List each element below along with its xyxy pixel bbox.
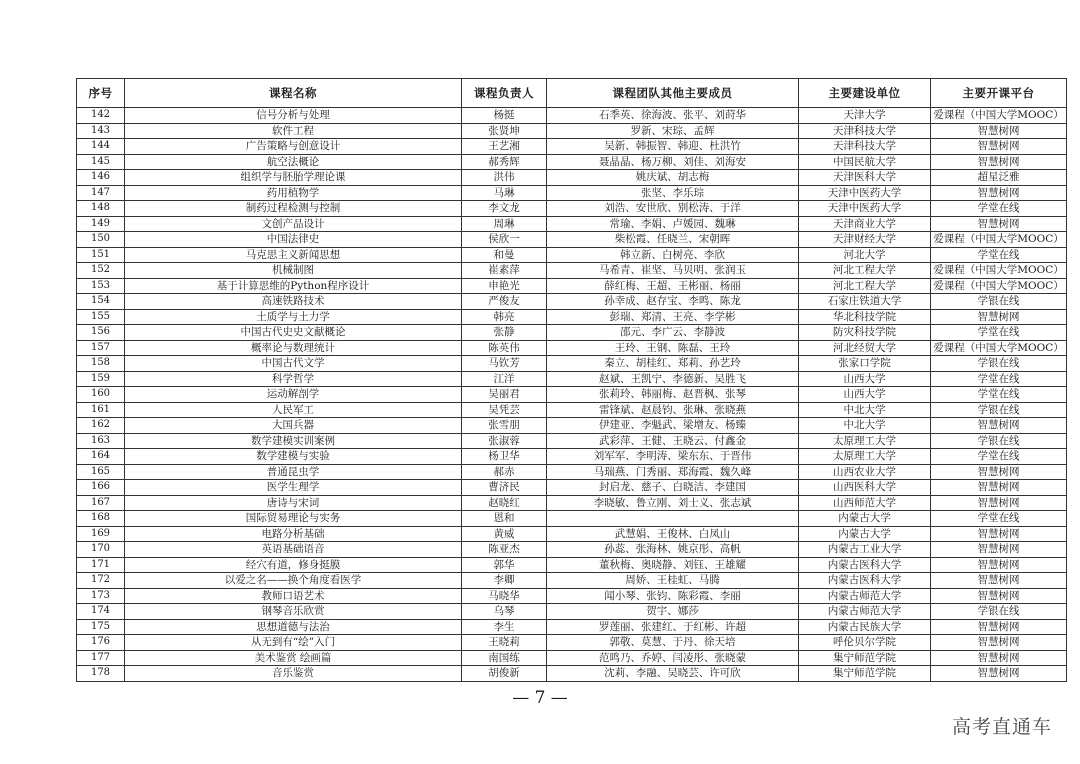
cell-index: 178 [77, 666, 125, 682]
cell-platform: 学堂在线 [931, 247, 1067, 263]
table-row [77, 108, 1067, 124]
cell-course-leader: 郝赤 [462, 464, 547, 480]
cell-index: 175 [77, 619, 125, 635]
cell-platform: 爱课程（中国大学MOOC） [931, 278, 1067, 294]
cell-course-name: 文创产品设计 [125, 216, 462, 232]
cell-team-members: 刘军军、李明涛、梁东东、于晋伟 [547, 449, 799, 465]
cell-platform: 爱课程（中国大学MOOC） [931, 263, 1067, 279]
cell-course-name: 科学哲学 [125, 371, 462, 387]
table-row [77, 480, 1067, 496]
cell-platform: 爱课程（中国大学MOOC） [931, 340, 1067, 356]
table-row [77, 557, 1067, 573]
cell-institution: 山西大学 [799, 387, 931, 403]
cell-team-members: 武彩萍、王健、王晓云、付鑫金 [547, 433, 799, 449]
cell-institution: 内蒙古医科大学 [799, 573, 931, 589]
cell-institution: 集宁师范学院 [799, 666, 931, 682]
cell-platform: 智慧树网 [931, 139, 1067, 155]
cell-team-members: 张莉玲、韩丽梅、赵晋枫、张琴 [547, 387, 799, 403]
cell-institution: 河北工程大学 [799, 278, 931, 294]
cell-index: 159 [77, 371, 125, 387]
cell-course-leader: 恩和 [462, 511, 547, 527]
cell-team-members: 武慧娟、王俊林、白凤山 [547, 526, 799, 542]
cell-platform: 智慧树网 [931, 666, 1067, 682]
table-row [77, 402, 1067, 418]
cell-course-name: 普通昆虫学 [125, 464, 462, 480]
table-row [77, 418, 1067, 434]
table-row [77, 650, 1067, 666]
cell-index: 170 [77, 542, 125, 558]
cell-course-leader: 张静 [462, 325, 547, 341]
table-row [77, 325, 1067, 341]
cell-course-leader: 李卿 [462, 573, 547, 589]
cell-course-name: 数学建模实训案例 [125, 433, 462, 449]
cell-institution: 中北大学 [799, 402, 931, 418]
cell-institution: 天津财经大学 [799, 232, 931, 248]
table-row [77, 356, 1067, 372]
cell-course-name: 高速铁路技术 [125, 294, 462, 310]
cell-course-name: 中国法律史 [125, 232, 462, 248]
cell-index: 174 [77, 604, 125, 620]
cell-team-members: 雷锋斌、赵晨钧、张琳、张晓燕 [547, 402, 799, 418]
cell-index: 148 [77, 201, 125, 217]
table-row [77, 263, 1067, 279]
cell-team-members: 聂晶晶、杨万柳、刘佳、刘海安 [547, 154, 799, 170]
cell-course-leader: 郭华 [462, 557, 547, 573]
table-row [77, 635, 1067, 651]
table-row [77, 464, 1067, 480]
cell-course-leader: 洪伟 [462, 170, 547, 186]
table-row [77, 433, 1067, 449]
cell-course-name: 中国古代史史文献概论 [125, 325, 462, 341]
course-table [76, 78, 1067, 682]
table-row [77, 216, 1067, 232]
cell-course-leader: 赵晓红 [462, 495, 547, 511]
cell-course-leader: 李文龙 [462, 201, 547, 217]
cell-index: 150 [77, 232, 125, 248]
cell-index: 172 [77, 573, 125, 589]
cell-platform: 超星泛雅 [931, 170, 1067, 186]
cell-team-members: 刘浩、安世欣、别松涛、于洋 [547, 201, 799, 217]
cell-team-members: 罗莲丽、张建红、于红彬、许超 [547, 619, 799, 635]
cell-course-name: 唐诗与宋词 [125, 495, 462, 511]
table-row [77, 340, 1067, 356]
cell-index: 163 [77, 433, 125, 449]
header-course-leader: 课程负责人 [462, 79, 547, 108]
cell-course-leader: 吴凭芸 [462, 402, 547, 418]
cell-team-members: 王玲、王钢、陈磊、王玲 [547, 340, 799, 356]
cell-index: 165 [77, 464, 125, 480]
cell-platform: 学堂在线 [931, 325, 1067, 341]
cell-course-leader: 南国练 [462, 650, 547, 666]
cell-institution: 华北科技学院 [799, 309, 931, 325]
cell-institution: 中北大学 [799, 418, 931, 434]
cell-course-name: 概率论与数理统计 [125, 340, 462, 356]
cell-platform: 智慧树网 [931, 185, 1067, 201]
table-body [77, 108, 1067, 682]
cell-platform: 学银在线 [931, 402, 1067, 418]
cell-course-name: 基于计算思维的Python程序设计 [125, 278, 462, 294]
cell-index: 161 [77, 402, 125, 418]
cell-course-leader: 陈亚杰 [462, 542, 547, 558]
cell-platform: 智慧树网 [931, 573, 1067, 589]
cell-course-leader: 马晓华 [462, 588, 547, 604]
cell-index: 162 [77, 418, 125, 434]
cell-index: 171 [77, 557, 125, 573]
cell-course-leader: 周琳 [462, 216, 547, 232]
cell-course-leader: 李生 [462, 619, 547, 635]
cell-institution: 呼伦贝尔学院 [799, 635, 931, 651]
cell-team-members: 孙蕊、张海林、姚京彤、高帆 [547, 542, 799, 558]
cell-institution: 内蒙古工业大学 [799, 542, 931, 558]
cell-platform: 学堂在线 [931, 201, 1067, 217]
cell-platform: 学堂在线 [931, 371, 1067, 387]
cell-institution: 河北经贸大学 [799, 340, 931, 356]
cell-institution: 太原理工大学 [799, 433, 931, 449]
cell-course-name: 运动解剖学 [125, 387, 462, 403]
cell-course-name: 广告策略与创意设计 [125, 139, 462, 155]
cell-course-name: 思想道德与法治 [125, 619, 462, 635]
cell-team-members: 封启龙、慈子、白晓洁、李建国 [547, 480, 799, 496]
table-row [77, 387, 1067, 403]
cell-course-name: 国际贸易理论与实务 [125, 511, 462, 527]
cell-index: 157 [77, 340, 125, 356]
cell-team-members: 彭瑞、郑清、王亮、李学彬 [547, 309, 799, 325]
cell-course-name: 组织学与胚胎学理论课 [125, 170, 462, 186]
cell-course-name: 软件工程 [125, 123, 462, 139]
cell-platform: 智慧树网 [931, 123, 1067, 139]
cell-team-members: 闻小琴、张钧、陈彩霞、李丽 [547, 588, 799, 604]
cell-index: 151 [77, 247, 125, 263]
table-header-row [77, 79, 1067, 108]
cell-team-members: 孙幸成、赵存宝、李鸣、陈龙 [547, 294, 799, 310]
cell-index: 177 [77, 650, 125, 666]
cell-course-name: 音乐鉴赏 [125, 666, 462, 682]
cell-team-members: 马瑞燕、门秀丽、郑海霞、魏久峰 [547, 464, 799, 480]
cell-institution: 河北工程大学 [799, 263, 931, 279]
cell-course-name: 信号分析与处理 [125, 108, 462, 124]
table-row [77, 619, 1067, 635]
cell-index: 176 [77, 635, 125, 651]
table-row [77, 294, 1067, 310]
header-team-members: 课程团队其他主要成员 [547, 79, 799, 108]
cell-index: 144 [77, 139, 125, 155]
cell-team-members: 邵元、李广云、李静波 [547, 325, 799, 341]
cell-course-name: 数学建模与实验 [125, 449, 462, 465]
cell-platform: 智慧树网 [931, 464, 1067, 480]
cell-team-members: 李晓敏、鲁立刚、刘士义、张志斌 [547, 495, 799, 511]
header-index: 序号 [77, 79, 125, 108]
cell-platform: 智慧树网 [931, 418, 1067, 434]
table-row [77, 511, 1067, 527]
table-row [77, 495, 1067, 511]
cell-institution: 天津中医药大学 [799, 201, 931, 217]
cell-team-members: 秦立、胡桂红、郑莉、孙艺玲 [547, 356, 799, 372]
table-row [77, 449, 1067, 465]
cell-course-name: 马克思主义新闻思想 [125, 247, 462, 263]
cell-platform: 智慧树网 [931, 216, 1067, 232]
cell-institution: 天津医科大学 [799, 170, 931, 186]
cell-platform: 学堂在线 [931, 387, 1067, 403]
table-row [77, 201, 1067, 217]
cell-platform: 智慧树网 [931, 635, 1067, 651]
cell-institution: 防灾科技学院 [799, 325, 931, 341]
cell-team-members: 张坚、李乐琮 [547, 185, 799, 201]
cell-institution: 内蒙古民族大学 [799, 619, 931, 635]
cell-institution: 太原理工大学 [799, 449, 931, 465]
cell-team-members: 伊建亚、李魁武、梁增友、杨臻 [547, 418, 799, 434]
cell-platform: 学银在线 [931, 294, 1067, 310]
cell-index: 155 [77, 309, 125, 325]
cell-course-name: 药用植物学 [125, 185, 462, 201]
cell-platform: 智慧树网 [931, 619, 1067, 635]
cell-team-members: 赵斌、王凯宁、李德新、吴胜飞 [547, 371, 799, 387]
cell-institution: 天津科技大学 [799, 139, 931, 155]
table-row [77, 154, 1067, 170]
header-platform: 主要开课平台 [931, 79, 1067, 108]
cell-course-leader: 和曼 [462, 247, 547, 263]
cell-course-name: 机械制图 [125, 263, 462, 279]
cell-institution: 天津大学 [799, 108, 931, 124]
table-row [77, 542, 1067, 558]
cell-institution: 山西医科大学 [799, 480, 931, 496]
cell-platform: 学堂在线 [931, 511, 1067, 527]
cell-index: 168 [77, 511, 125, 527]
cell-team-members: 常瑜、李娟、卢媛园、魏琳 [547, 216, 799, 232]
cell-course-name: 制药过程检测与控制 [125, 201, 462, 217]
cell-index: 154 [77, 294, 125, 310]
cell-course-leader: 王晓莉 [462, 635, 547, 651]
cell-team-members: 姚庆斌、胡志梅 [547, 170, 799, 186]
cell-course-name: 医学生理学 [125, 480, 462, 496]
cell-course-leader: 吴丽君 [462, 387, 547, 403]
cell-course-name: 土质学与土力学 [125, 309, 462, 325]
page-number: — 7 — [512, 688, 568, 708]
cell-platform: 爱课程（中国大学MOOC） [931, 108, 1067, 124]
cell-platform: 学银在线 [931, 604, 1067, 620]
cell-platform: 学堂在线 [931, 449, 1067, 465]
cell-course-leader: 马钦芳 [462, 356, 547, 372]
cell-team-members: 周娇、王桂虹、马腾 [547, 573, 799, 589]
cell-team-members: 吴新、韩振智、韩迎、杜洪竹 [547, 139, 799, 155]
cell-course-leader: 严俊友 [462, 294, 547, 310]
cell-team-members: 贺宇、娜莎 [547, 604, 799, 620]
cell-course-name: 中国古代文学 [125, 356, 462, 372]
watermark-text: 高考直通车 [951, 716, 1052, 738]
table-row [77, 278, 1067, 294]
cell-course-leader: 江洋 [462, 371, 547, 387]
cell-institution: 内蒙古师范大学 [799, 604, 931, 620]
cell-platform: 智慧树网 [931, 542, 1067, 558]
cell-institution: 山西农业大学 [799, 464, 931, 480]
header-institution: 主要建设单位 [799, 79, 931, 108]
table-row [77, 666, 1067, 682]
cell-team-members: 石季英、徐海波、张平、刘莳华 [547, 108, 799, 124]
cell-course-name: 美术鉴赏 绘画篇 [125, 650, 462, 666]
table-row [77, 588, 1067, 604]
cell-platform: 智慧树网 [931, 557, 1067, 573]
cell-platform: 智慧树网 [931, 154, 1067, 170]
cell-team-members: 范鸣乃、乔婷、闫凌彤、张晓蒙 [547, 650, 799, 666]
cell-index: 158 [77, 356, 125, 372]
cell-team-members [547, 511, 799, 527]
cell-course-leader: 杨卫华 [462, 449, 547, 465]
cell-team-members: 薛红梅、王超、王彬丽、杨丽 [547, 278, 799, 294]
table-row [77, 526, 1067, 542]
cell-index: 173 [77, 588, 125, 604]
cell-index: 149 [77, 216, 125, 232]
cell-course-name: 经穴有道，修身挺膜 [125, 557, 462, 573]
cell-team-members: 柴松霞、任晓兰、宋朝晖 [547, 232, 799, 248]
cell-institution: 内蒙古大学 [799, 526, 931, 542]
cell-platform: 学银在线 [931, 433, 1067, 449]
table-row [77, 170, 1067, 186]
cell-institution: 山西大学 [799, 371, 931, 387]
cell-platform: 智慧树网 [931, 480, 1067, 496]
cell-course-leader: 崔素萍 [462, 263, 547, 279]
cell-platform: 智慧树网 [931, 309, 1067, 325]
cell-course-leader: 郝秀辉 [462, 154, 547, 170]
table-row [77, 573, 1067, 589]
cell-course-leader: 侯欣一 [462, 232, 547, 248]
cell-course-leader: 乌琴 [462, 604, 547, 620]
header-course-name: 课程名称 [125, 79, 462, 108]
cell-course-name: 大国兵器 [125, 418, 462, 434]
cell-course-name: 教师口语艺术 [125, 588, 462, 604]
cell-institution: 河北大学 [799, 247, 931, 263]
cell-index: 160 [77, 387, 125, 403]
cell-course-leader: 杨挺 [462, 108, 547, 124]
cell-course-name: 电路分析基础 [125, 526, 462, 542]
cell-index: 156 [77, 325, 125, 341]
cell-institution: 内蒙古医科大学 [799, 557, 931, 573]
cell-index: 143 [77, 123, 125, 139]
cell-institution: 天津中医药大学 [799, 185, 931, 201]
cell-team-members: 罗新、宋琮、孟辉 [547, 123, 799, 139]
table-row [77, 123, 1067, 139]
cell-course-leader: 申艳光 [462, 278, 547, 294]
table-row [77, 604, 1067, 620]
cell-institution: 中国民航大学 [799, 154, 931, 170]
cell-course-name: 以爱之名——换个角度看医学 [125, 573, 462, 589]
cell-index: 153 [77, 278, 125, 294]
cell-course-name: 从无到有“绘”入门 [125, 635, 462, 651]
cell-platform: 爱课程（中国大学MOOC） [931, 232, 1067, 248]
cell-index: 142 [77, 108, 125, 124]
cell-course-leader: 张贤坤 [462, 123, 547, 139]
cell-index: 166 [77, 480, 125, 496]
cell-index: 167 [77, 495, 125, 511]
cell-institution: 内蒙古大学 [799, 511, 931, 527]
cell-index: 164 [77, 449, 125, 465]
table-row [77, 309, 1067, 325]
cell-platform: 智慧树网 [931, 650, 1067, 666]
cell-index: 152 [77, 263, 125, 279]
cell-team-members: 郭敬、莫慧、于丹、徐天培 [547, 635, 799, 651]
cell-platform: 学银在线 [931, 356, 1067, 372]
cell-institution: 张家口学院 [799, 356, 931, 372]
cell-team-members: 沈莉、李融、吴晓芸、许可欣 [547, 666, 799, 682]
cell-index: 145 [77, 154, 125, 170]
cell-course-leader: 张雪朋 [462, 418, 547, 434]
cell-course-name: 人民军工 [125, 402, 462, 418]
cell-course-name: 钢琴音乐欣赏 [125, 604, 462, 620]
cell-course-leader: 陈英伟 [462, 340, 547, 356]
cell-team-members: 董秋梅、奥晓静、刘钰、王雄耀 [547, 557, 799, 573]
cell-course-leader: 王艺湘 [462, 139, 547, 155]
cell-institution: 天津商业大学 [799, 216, 931, 232]
cell-platform: 智慧树网 [931, 495, 1067, 511]
table-row [77, 371, 1067, 387]
cell-institution: 天津科技大学 [799, 123, 931, 139]
table-row [77, 139, 1067, 155]
cell-course-name: 航空法概论 [125, 154, 462, 170]
cell-index: 147 [77, 185, 125, 201]
cell-course-leader: 张淑蓉 [462, 433, 547, 449]
cell-team-members: 马希青、崔坚、马贝明、张润玉 [547, 263, 799, 279]
cell-institution: 山西师范大学 [799, 495, 931, 511]
cell-course-name: 英语基础语音 [125, 542, 462, 558]
cell-course-leader: 胡俊新 [462, 666, 547, 682]
table-row [77, 247, 1067, 263]
cell-platform: 智慧树网 [931, 526, 1067, 542]
cell-course-leader: 黄威 [462, 526, 547, 542]
cell-course-leader: 马琳 [462, 185, 547, 201]
table-row [77, 232, 1067, 248]
cell-course-leader: 韩亮 [462, 309, 547, 325]
cell-institution: 集宁师范学院 [799, 650, 931, 666]
cell-team-members: 韩立新、白树亮、李欣 [547, 247, 799, 263]
cell-course-leader: 曹济民 [462, 480, 547, 496]
cell-platform: 智慧树网 [931, 588, 1067, 604]
table-row [77, 185, 1067, 201]
cell-institution: 内蒙古师范大学 [799, 588, 931, 604]
cell-index: 146 [77, 170, 125, 186]
cell-institution: 石家庄铁道大学 [799, 294, 931, 310]
cell-index: 169 [77, 526, 125, 542]
